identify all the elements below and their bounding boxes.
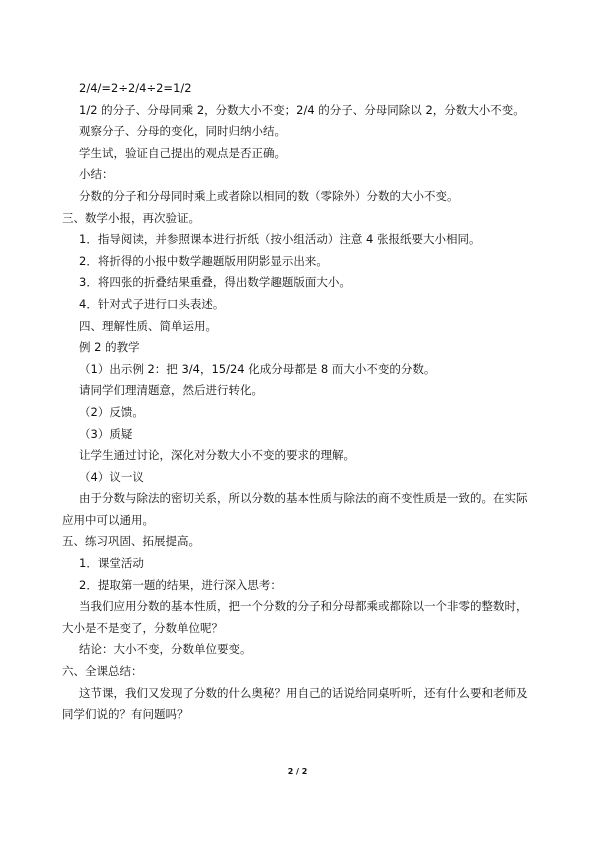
- text-line: 让学生通过讨论，深化对分数大小不变的要求的理解。: [79, 448, 355, 463]
- text-line: 小结：: [79, 167, 114, 182]
- text-line: 2．将折得的小报中数学趣题版用阴影显示出来。: [79, 253, 328, 268]
- text-line: 1．指导阅读，并参照课本进行折纸（按小组活动）注意 4 张报纸要大小相同。: [79, 232, 481, 247]
- text-line: 结论：大小不变，分数单位要变。: [79, 642, 252, 657]
- text-line: 四、理解性质、简单运用。: [79, 318, 217, 333]
- text-line: （4）议一议: [79, 469, 144, 484]
- text-block-3: [62, 639, 537, 682]
- document-body: [62, 78, 537, 726]
- text-line: 1．课堂活动: [79, 556, 144, 571]
- text-block-2: [62, 531, 537, 596]
- text-line: 3．将四张的折叠结果重叠，得出数学趣题版面大小。: [79, 275, 351, 290]
- text-line: 六、全课总结：: [62, 664, 143, 679]
- text-line: 观察分子、分母的变化，同时归纳小结。: [79, 124, 286, 139]
- text-line: 例 2 的教学: [79, 340, 140, 355]
- text-line: 三、数学小报，再次验证。: [62, 210, 200, 225]
- paragraph-fraction-division: 由于分数与除法的密切关系，所以分数的基本性质与除法的商不变性质是一致的。在实际应用中可以通用。: [62, 491, 528, 527]
- paragraph-question: 当我们应用分数的基本性质，把一个分数的分子和分母都乘或都除以一个非零的整数时，大小是不是变了，分数单位呢？: [62, 599, 528, 635]
- text-line: （2）反馈。: [79, 404, 144, 419]
- text-line: 4．针对式子进行口头表述。: [79, 296, 225, 311]
- text-line: 2．提取第一题的结果，进行深入思考：: [79, 577, 282, 592]
- text-line: 请同学们理清题意，然后进行转化。: [79, 383, 263, 398]
- text-block-1: [62, 78, 537, 488]
- text-line: 分数的分子和分母同时乘上或者除以相同的数（零除外）分数的大小不变。: [79, 188, 459, 203]
- text-line: 五、练习巩固、拓展提高。: [62, 534, 200, 549]
- text-line: （1）出示例 2：把 3/4，15/24 化成分母都是 8 而大小不变的分数。: [79, 361, 436, 376]
- text-line: 2/4/=2÷2/4÷2=1/2: [79, 81, 192, 95]
- text-line: 学生试，验证自己提出的观点是否正确。: [79, 145, 286, 160]
- page-number: 2 / 2: [287, 767, 308, 776]
- text-line: （3）质疑: [79, 426, 133, 441]
- text-line: 1/2 的分子、分母同乘 2，分数大小不变；2/4 的分子、分母同除以 2，分数大小不变。: [79, 102, 525, 117]
- paragraph-summary: 这节课，我们又发现了分数的什么奥秘？用自己的话说给同桌听听，还有什么要和老师及同学们说的？有问题吗？: [62, 685, 528, 722]
